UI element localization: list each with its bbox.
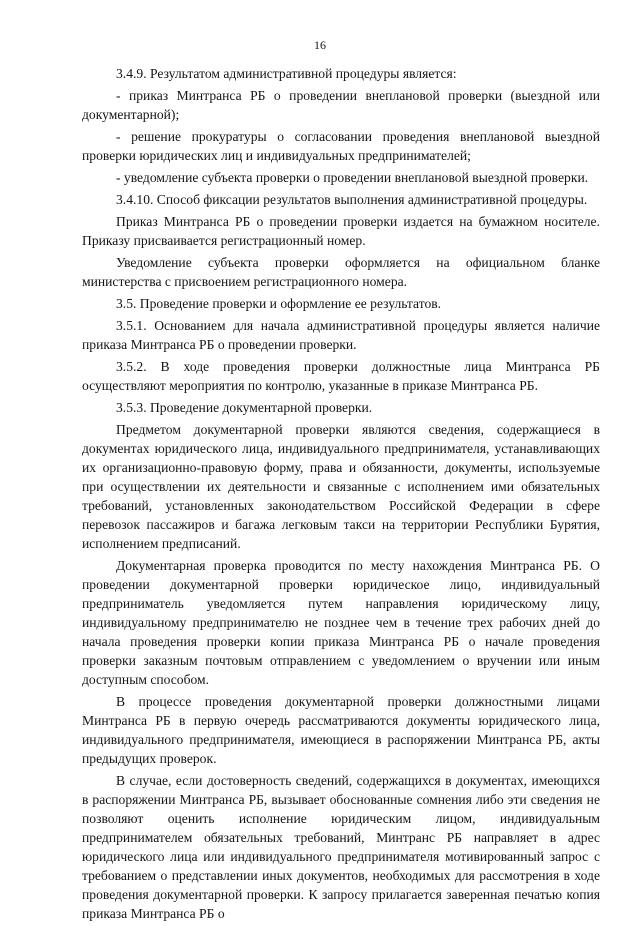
paragraph-3-5-3: 3.5.3. Проведение документарной проверки. bbox=[116, 400, 373, 415]
paragraph-3-4-9: 3.4.9. Результатом административной процедуры является: bbox=[116, 66, 457, 81]
list-item-notification: - уведомление субъекта проверки о проведении внеплановой выездной проверки. bbox=[116, 170, 589, 185]
page-number: 16 bbox=[314, 38, 326, 52]
list-item-prosecutor-decision: - решение прокуратуры о согласовании проведения внеплановой выездной проверки юридических лиц и индивидуальных предпринимателей; bbox=[82, 129, 600, 163]
document-body bbox=[82, 64, 600, 926]
section-heading-3-5: 3.5. Проведение проверки и оформление ее результатов. bbox=[116, 296, 442, 311]
paragraph-reliability-case: В случае, если достоверность сведений, содержащихся в документах, имеющихся в распоряжении Минтранса РБ, вызывает обоснованные сомнения либо эти сведения не позволяют оценить исполнение юридическим лицом, индивидуальным предпринимателем обязательных требований, Минтранс РБ направляет в адрес юридического лица или индивидуального предпринимателя мотивированный запрос с требованием о представлении иных документов, необходимых для рассмотрения в ходе проведения документарной проверки. К запросу прилагается заверенная печатью копия приказа Минтранса РБ о bbox=[82, 773, 600, 921]
paragraph-notification-blank: Уведомление субъекта проверки оформляется на официальном бланке министерства с присвоением регистрационного номера. bbox=[82, 255, 600, 289]
list-item-order: - приказ Минтранса РБ о проведении внеплановой проверки (выездной или документарной); bbox=[82, 88, 600, 122]
paragraph-place-of-check: Документарная проверка проводится по месту нахождения Минтранса РБ. О проведении документарной проверки юридическое лицо, индивидуальный предприниматель уведомляется путем направления юридическому лицу, индивидуальному предпринимателю не позднее чем в течение трех рабочих дней до начала проведения проверки копии приказа Минтранса РБ о начале проведения проверки заказным почтовым отправлением с уведомлением о вручении или иным доступным способом. bbox=[82, 558, 600, 687]
paragraph-order-paper: Приказ Минтранса РБ о проведении проверки издается на бумажном носителе. Приказу присваивается регистрационный номер. bbox=[82, 214, 600, 248]
paragraph-3-4-10: 3.4.10. Способ фиксации результатов выполнения административной процедуры. bbox=[116, 192, 588, 207]
paragraph-subject-of-check: Предметом документарной проверки являются сведения, содержащиеся в документах юридического лица, индивидуального предпринимателя, устанавливающих их организационно-правовую форму, права и обязанности, документы, используемые при осуществлении их деятельности и связанные с исполнением ими обязательных требований, установленных законодательством Российской Федерации в сфере перевозок пассажиров и багажа легковым такси на территории Республики Бурятия, исполнением предписаний. bbox=[82, 422, 600, 551]
paragraph-process-of-check: В процессе проведения документарной проверки должностными лицами Минтранса РБ в первую очередь рассматриваются документы юридического лица, индивидуального предпринимателя, имеющиеся в распоряжении Минтранса РБ, акты предыдущих проверок. bbox=[82, 694, 600, 766]
paragraph-3-5-1: 3.5.1. Основанием для начала административной процедуры является наличие приказа Минтранса РБ о проведении проверки. bbox=[82, 318, 600, 352]
paragraph-3-5-2: 3.5.2. В ходе проведения проверки должностные лица Минтранса РБ осуществляют мероприятия по контролю, указанные в приказе Минтранса РБ. bbox=[82, 359, 600, 393]
